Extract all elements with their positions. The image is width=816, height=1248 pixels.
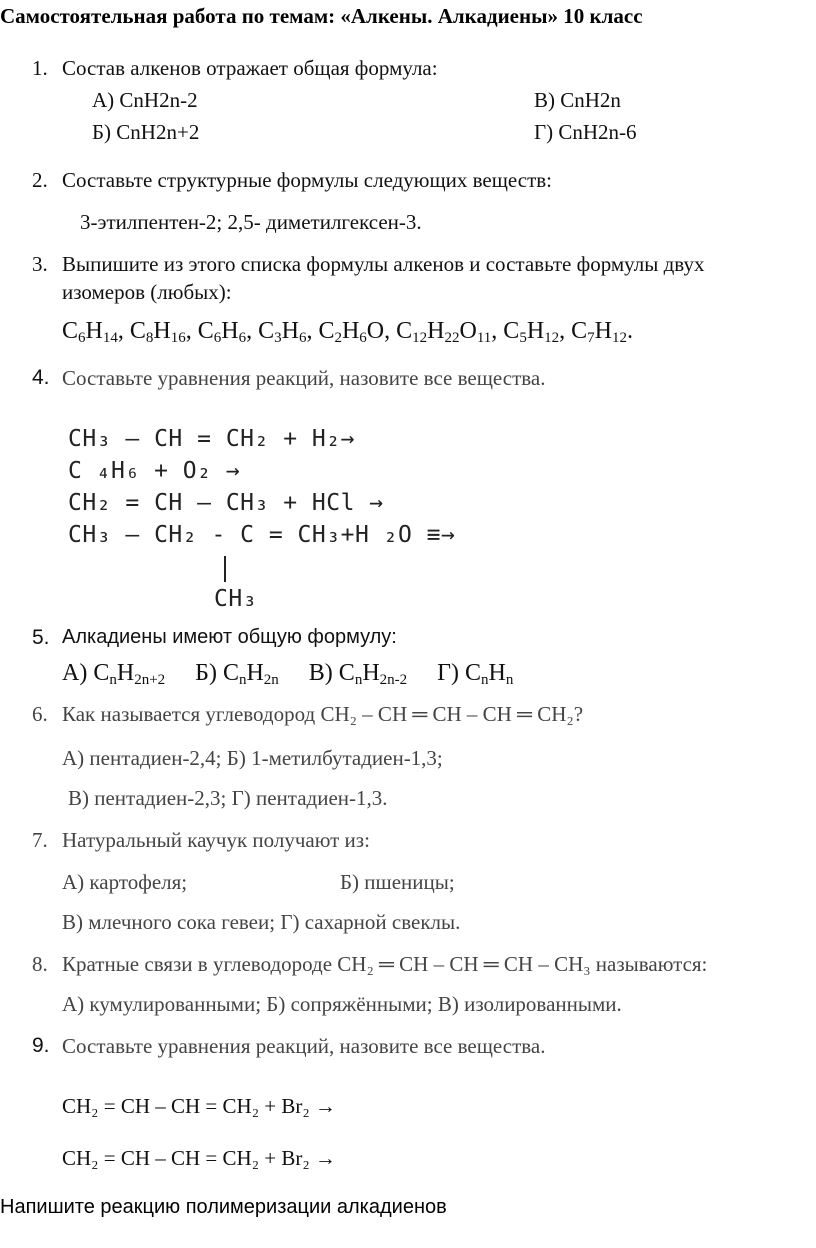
q1-text: Состав алкенов отражает общая формула: [62,56,438,80]
q6-options-line1: А) пентадиен-2,4; Б) 1-метилбутадиен-1,3; [62,746,443,770]
formula-element: C [396,318,413,344]
footer-task: Напишите реакцию полимеризации алкадиенов [0,1196,447,1218]
q6-number: 6. [32,702,48,726]
formula-subscript: n [481,672,489,688]
q8-number: 8. [32,952,48,976]
q3-formula-1 [62,318,124,344]
formula-subscript: 14 [102,330,118,346]
q9-equation-1: CH₂ = CH – CH = CH₂ + Br₂ → [62,1094,336,1118]
q3-formula-3 [198,318,252,344]
q7-option-a: А) картофеля; [62,870,188,894]
formula-subscript: n [505,672,514,688]
formula-subscript: 6 [298,330,307,346]
formula-element: C [93,660,110,686]
page-title: Самостоятельная работа по темам: «Алкены. Алкадиены» 10 класс [0,4,643,28]
formula-element: C [62,318,79,344]
option-label: Г) [437,660,466,686]
formula-element: H [246,660,264,686]
formula-element: H [427,318,445,344]
q7-number: 7. [32,828,48,852]
q3-formula-4 [258,318,312,344]
formula-subscript: 6 [238,330,247,346]
q4-reaction-3: CH₂ = CH – CH₃ + HCl → [68,490,384,516]
formula-subscript: 3 [274,330,282,346]
formula-element: H [221,318,239,344]
option-label: А) [62,660,94,686]
q3-formula-5 [318,318,390,344]
q5-options [62,660,543,687]
formula-subscript: 12 [412,330,428,346]
q5-text: Алкадиены имеют общую формулу: [62,626,397,648]
q1-option-a: А) CnH2n-2 [92,88,198,112]
formula-element: C [222,660,239,686]
formula-subscript: 11 [476,330,492,346]
q3-number: 3. [32,252,48,276]
q7-option-b: Б) пшеницы; [340,870,455,894]
q3-line1: Выпишите из этого списка формулы алкенов и составьте формулы двух [62,252,705,276]
formula-element: H [85,318,103,344]
q2-number: 2. [32,168,48,192]
q1-option-d: Г) CnH2n-6 [534,120,637,144]
q5-option-4 [437,660,513,686]
q6-options-line2: В) пентадиен-2,3; Г) пентадиен-1,3. [68,786,388,810]
formula-element: C [338,660,355,686]
q7-text: Натуральный каучук получают из: [62,828,370,852]
q3-line2: изомеров (любых): [62,280,232,304]
formula-subscript: 12 [612,330,628,346]
formula-subscript: 2n [263,672,279,688]
option-label: Б) [195,660,223,686]
q1-option-c: В) CnH2n [534,88,621,112]
formula-element: C [197,318,214,344]
formula-tail: , [559,318,566,344]
q3-formula-2 [130,318,192,344]
q3-formula-list [62,318,633,345]
formula-tail: , [117,318,124,344]
formula-element: C [571,318,588,344]
option-label: В) [308,660,339,686]
q8-options: А) кумулированными; Б) сопряжёнными; В) изолированными. [62,992,622,1016]
formula-subscript: n [354,672,363,688]
formula-element: H [594,318,613,344]
formula-subscript: 2 [334,330,342,346]
formula-subscript: 6 [78,330,86,346]
formula-subscript: 22 [444,330,460,346]
q5-option-3 [309,660,407,686]
formula-subscript: 7 [587,330,595,346]
q4-text: Составьте уравнения реакций, назовите все вещества. [62,366,546,390]
q3-formula-6 [396,318,497,344]
q9-equation-2: CH₂ = CH – CH = CH₂ + Br₂ → [62,1146,336,1170]
formula-tail: , [246,318,253,344]
q9-text: Составьте уравнения реакций, назовите все вещества. [62,1034,546,1058]
formula-element: H [153,318,171,344]
q4-reaction-4: CH₃ – CH₂ - C = CH₃+H ₂O ≡→ [68,522,456,548]
formula-subscript: 6 [213,330,222,346]
formula-subscript: 2n+2 [134,672,166,688]
formula-subscript: 8 [145,330,154,346]
q4-reaction-2: C ₄H₆ + O₂ → [68,458,241,484]
formula-subscript: 16 [170,330,186,346]
formula-element: H [526,318,545,344]
q7-options-line2: В) млечного сока гевеи; Г) сахарной свеклы. [62,910,461,934]
formula-tail: , [491,318,498,344]
formula-element: H [488,660,506,686]
q1-option-b: Б) CnH2n+2 [92,120,200,144]
formula-tail: O [459,318,477,344]
q5-option-1 [62,660,165,686]
q5-number: 5. [32,626,50,649]
q5-option-2 [195,660,279,686]
formula-element: H [341,318,360,344]
formula-element: H [116,660,135,686]
formula-subscript: 5 [519,330,527,346]
formula-element: H [281,318,299,344]
q2-items: 3-этилпентен-2; 2,5- диметилгексен-3. [80,210,422,234]
q3-formula-7 [503,318,565,344]
formula-subscript: 6 [359,330,367,346]
formula-element: C [129,318,146,344]
formula-element: H [362,660,380,686]
formula-tail: , [185,318,192,344]
formula-tail: . [627,318,634,344]
q4-number: 4. [32,366,50,389]
q8-text: Кратные связи в углеводороде CH₂ ═ CH – CH ═ CH – CH₃ называются: [62,952,708,976]
q4-branch-bond [224,556,226,582]
formula-element: C [465,660,482,686]
formula-subscript: 12 [544,330,560,346]
q3-formula-8 [571,318,633,344]
q2-text: Составьте структурные формулы следующих веществ: [62,168,553,192]
formula-tail: , [306,318,313,344]
q9-number: 9. [32,1034,50,1057]
q4-reaction-1: CH₃ – CH = CH₂ + H₂→ [68,426,355,452]
formula-subscript: n [109,672,117,688]
formula-element: C [503,318,520,344]
q4-branch-methyl: CH₃ [214,586,258,612]
formula-element: C [318,318,335,344]
q6-text: Как называется углеводород CH₂ – CH ═ CH – CH ═ CH₂? [62,702,584,726]
formula-subscript: 2n-2 [379,672,408,688]
q1-number: 1. [32,56,48,80]
formula-subscript: n [238,672,247,688]
formula-element: C [258,318,275,344]
formula-tail: O, [366,318,391,344]
